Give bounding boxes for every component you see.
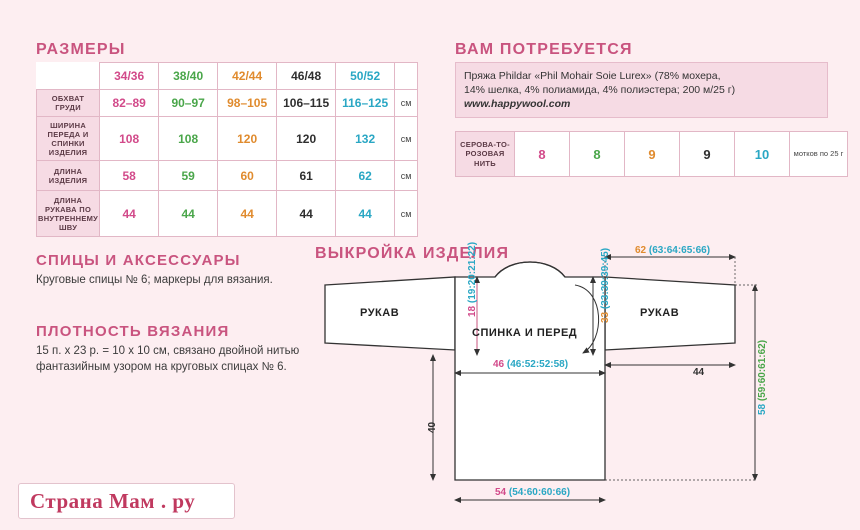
needles-text: Круговые спицы № 6; маркеры для вязания.	[36, 274, 273, 286]
unit-blank	[395, 63, 418, 90]
piece-label-body: СПИНКА И ПЕРЕД	[472, 327, 578, 339]
yarn-color-label: СЕРОВА-ТО-РОЗОВАЯ НИТЬ	[456, 132, 515, 177]
yarn-amount-2: 8	[570, 132, 625, 177]
table-row	[456, 132, 848, 177]
dim-bottom-width: 54 (54:60:60:66)	[495, 487, 571, 498]
yarn-line-2: 14% шелка, 4% полиамида, 4% полиэстера; 200 м/25 г)	[464, 84, 736, 96]
length-3: 60	[218, 161, 277, 191]
sleeve-4: 44	[277, 191, 336, 237]
site-logo-text: Страна Мам . ру	[30, 489, 196, 513]
width-4: 120	[277, 117, 336, 161]
row-label-sleeve: ДЛИНА РУКАВА ПО ВНУТРЕННЕМУ ШВУ	[37, 191, 100, 237]
yarn-amount-table	[455, 131, 848, 177]
size-header-1: 34/36	[100, 63, 159, 90]
unit-width: см	[395, 117, 418, 161]
yarn-tail-label: мотков по 25 г	[790, 132, 848, 177]
yarn-description-box	[455, 62, 828, 118]
sleeve-3: 44	[218, 191, 277, 237]
row-label-chest: ОБХВАТ ГРУДИ	[37, 90, 100, 117]
yarn-amount-5: 10	[735, 132, 790, 177]
sizes-title: РАЗМЕРЫ	[36, 41, 126, 58]
density-title: ПЛОТНОСТЬ ВЯЗАНИЯ	[36, 323, 230, 340]
width-1: 108	[100, 117, 159, 161]
dim-neck-depth: 18 (19:20:21:22)	[467, 241, 478, 317]
size-header-5: 50/52	[336, 63, 395, 90]
garment-schematic	[305, 241, 855, 525]
piece-label-sleeve-right: РУКАВ	[640, 307, 680, 319]
chest-1: 82–89	[100, 90, 159, 117]
dim-armhole: 33 (33:39:39:45)	[600, 247, 611, 323]
yarn-amount-3: 9	[625, 132, 680, 177]
needles-title: СПИЦЫ И АКСЕССУАРЫ	[36, 252, 241, 269]
materials-title: ВАМ ПОТРЕБУЕТСЯ	[455, 41, 633, 58]
sleeve-1: 44	[100, 191, 159, 237]
row-label-width: ШИРИНА ПЕРЕДА И СПИНКИ ИЗДЕЛИЯ	[37, 117, 100, 161]
table-row-width	[37, 117, 418, 161]
schematic-svg	[305, 245, 855, 525]
unit-sleeve: см	[395, 191, 418, 237]
schematic-title: ВЫКРОЙКА ИЗДЕЛИЯ	[315, 245, 510, 262]
width-5: 132	[336, 117, 395, 161]
dim-sleeve-inner: 44	[693, 367, 705, 378]
table-row-headers	[37, 63, 418, 90]
dim-total-length: 58 (59:60:61:62)	[757, 339, 768, 415]
yarn-amount-1: 8	[515, 132, 570, 177]
unit-length: см	[395, 161, 418, 191]
piece-label-sleeve-left: РУКАВ	[360, 307, 400, 319]
yarn-line-1: Пряжа Phildar «Phil Mohair Soie Lurex» (78% мохера,	[464, 70, 721, 82]
table-row-chest	[37, 90, 418, 117]
length-1: 58	[100, 161, 159, 191]
table-row-length	[37, 161, 418, 191]
dim-body-length: 40	[427, 421, 438, 433]
sleeve-5: 44	[336, 191, 395, 237]
dim-top-sleeve: 62 (63:64:65:66)	[635, 245, 711, 256]
size-header-3: 42/44	[218, 63, 277, 90]
length-2: 59	[159, 161, 218, 191]
length-4: 61	[277, 161, 336, 191]
chest-2: 90–97	[159, 90, 218, 117]
chest-3: 98–105	[218, 90, 277, 117]
dim-body-width: 46 (46:52:52:58)	[493, 359, 569, 370]
density-text: 15 п. х 23 р. = 10 х 10 см, связано двойной нитью фантазийным узором на круговых спицах № 6.	[36, 345, 300, 373]
width-2: 108	[159, 117, 218, 161]
yarn-amount-4: 9	[680, 132, 735, 177]
yarn-website: www.happywool.com	[464, 98, 571, 110]
unit-chest: см	[395, 90, 418, 117]
chest-5: 116–125	[336, 90, 395, 117]
sizes-table	[36, 62, 418, 237]
length-5: 62	[336, 161, 395, 191]
size-header-2: 38/40	[159, 63, 218, 90]
row-label-length: ДЛИНА ИЗДЕЛИЯ	[37, 161, 100, 191]
table-row-sleeve	[37, 191, 418, 237]
size-header-4: 46/48	[277, 63, 336, 90]
empty-corner	[37, 63, 100, 90]
sleeve-2: 44	[159, 191, 218, 237]
width-3: 120	[218, 117, 277, 161]
chest-4: 106–115	[277, 90, 336, 117]
